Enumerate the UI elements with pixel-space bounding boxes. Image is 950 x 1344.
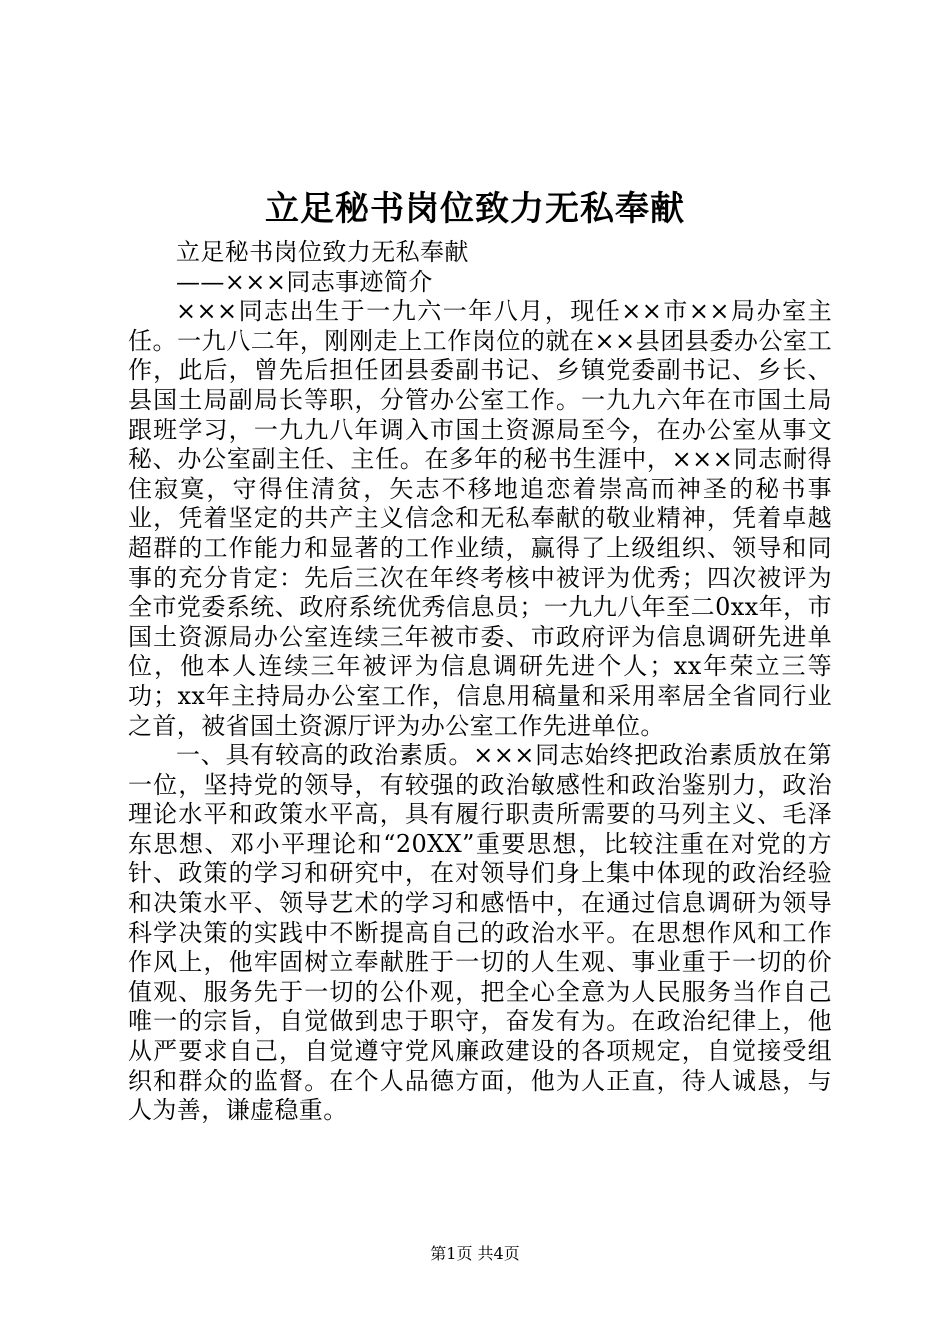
paragraph-political-quality: 一、具有较高的政治素质。×××同志始终把政治素质放在第一位，坚持党的领导，有较强的政治敏感性和政治鉴别力，政治理论水平和政策水平高，具有履行职责所需要的马列主义、毛泽东思想、邓小平理论和“20XX”重要思想，比较注重在对党的方针、政策的学习和研究中，在对领导们身上集中体现的政治经验和决策水平、领导艺术的学习和感悟中，在通过信息调研为领导科学决策的实践中不断提高自己的政治水平。在思想作风和工作作风上，他牢固树立奉献胜于一切的人生观、事业重于一切的价值观、服务先于一切的公仆观，把全心全意为人民服务当作自己唯一的宗旨，自觉做到忠于职守，奋发有为。在政治纪律上，他从严要求自己，自觉遵守党风廉政建设的各项规定，自觉接受组织和群众的监督。在个人品德方面，他为人正直，待人诚恳，与人为善，谦虚稳重。 (128, 741, 832, 1125)
page-number: 第1页 共4页 (430, 1244, 520, 1263)
document-title: 立足秘书岗位致力无私奉献 (265, 189, 685, 229)
document-body (128, 238, 832, 1126)
document-subtitle: 立足秘书岗位致力无私奉献 (176, 238, 469, 266)
paragraph-intro: ×××同志出生于一九六一年八月，现任××市××局办室主任。一九八二年，刚刚走上工作岗位的就在××县团县委办公室工作，此后，曾先后担任团县委副书记、乡镇党委副书记、乡长、县国土局副局长等职，分管办公室工作。一九九六年在市国土局跟班学习，一九九八年调入市国土资源局至今，在办公室从事文秘、办公室副主任、主任。在多年的秘书生涯中，×××同志耐得住寂寞，守得住清贫，矢志不移地追恋着崇高而神圣的秘书事业，凭着坚定的共产主义信念和无私奉献的敬业精神，凭着卓越超群的工作能力和显著的工作业绩，赢得了上级组织、领导和同事的充分肯定：先后三次在年终考核中被评为优秀；四次被评为全市党委系统、政府系统优秀信息员；一九九八年至二0xx年，市国土资源局办公室连续三年被市委、市政府评为信息调研先进单位，他本人连续三年被评为信息调研先进个人；xx年荣立三等功；xx年主持局办公室工作，信息用稿量和采用率居全省同行业之首，被省国土资源厅评为办公室工作先进单位。 (128, 297, 832, 740)
document-byline: ——×××同志事迹简介 (176, 267, 433, 296)
